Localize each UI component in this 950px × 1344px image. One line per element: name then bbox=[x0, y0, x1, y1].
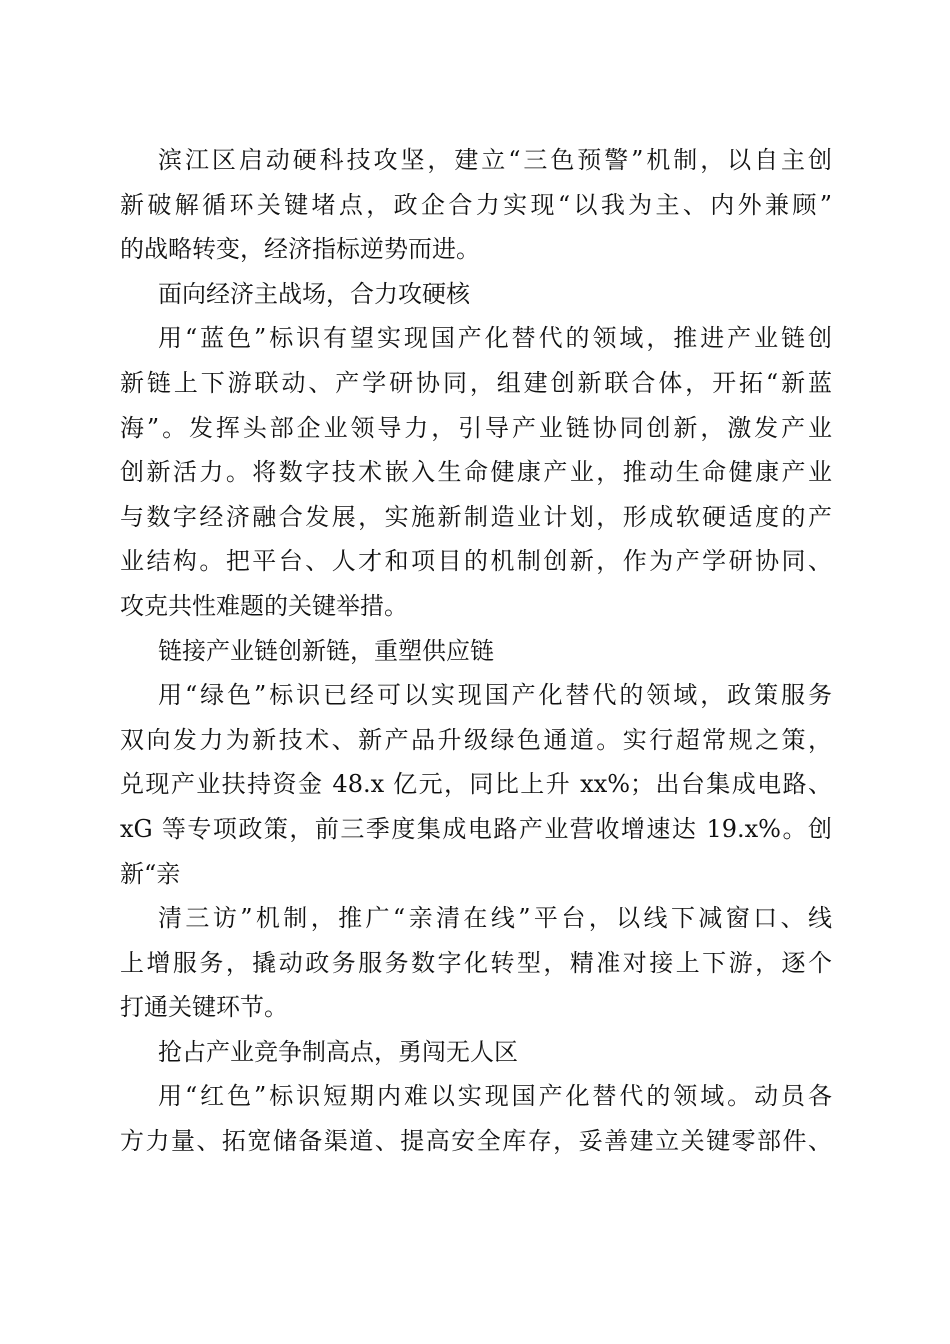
paragraph-line: 方力量、拓宽储备渠道、提高安全库存，妥善建立关键零部件、 bbox=[120, 1127, 832, 1156]
paragraph-line: 用“蓝色”标识有望实现国产化替代的领域，推进产业链创 bbox=[158, 324, 832, 353]
paragraph-line: 打通关键环节。 bbox=[120, 993, 288, 1022]
paragraph-line: 新破解循环关键堵点，政企合力实现“以我为主、内外兼顾” bbox=[120, 190, 832, 219]
paragraph-line: xG 等专项政策，前三季度集成电路产业营收增速达 19.x%。创 bbox=[120, 814, 832, 843]
paragraph-line: 兑现产业扶持资金 48.x 亿元，同比上升 xx%；出台集成电路、 bbox=[120, 770, 832, 799]
paragraph-line: 的战略转变，经济指标逆势而进。 bbox=[120, 235, 480, 264]
paragraph-line: 攻克共性难题的关键举措。 bbox=[120, 591, 408, 620]
paragraph-line: 上增服务，撬动政务服务数字化转型，精准对接上下游，逐个 bbox=[120, 948, 832, 977]
paragraph-line: 滨江区启动硬科技攻坚，建立“三色预警”机制，以自主创 bbox=[158, 146, 832, 174]
paragraph-line: 双向发力为新技术、新产品升级绿色通道。实行超常规之策， bbox=[120, 725, 832, 754]
section-heading: 面向经济主战场，合力攻硬核 bbox=[158, 279, 470, 308]
paragraph-line: 创新活力。将数字技术嵌入生命健康产业，推动生命健康产业 bbox=[120, 458, 832, 487]
paragraph-line: 业结构。把平台、人才和项目的机制创新，作为产学研协同、 bbox=[120, 547, 832, 576]
section-heading: 链接产业链创新链，重塑供应链 bbox=[158, 636, 494, 665]
document-body bbox=[120, 138, 832, 1164]
paragraph-line: 与数字经济融合发展，实施新制造业计划，形成软硬适度的产 bbox=[120, 502, 832, 531]
paragraph-line: 新链上下游联动、产学研协同，组建创新联合体，开拓“新蓝 bbox=[120, 368, 832, 397]
section-heading: 抢占产业竞争制高点，勇闯无人区 bbox=[158, 1037, 518, 1066]
paragraph-line: 用“红色”标识短期内难以实现国产化替代的领域。动员各 bbox=[158, 1082, 832, 1111]
paragraph-line: 海”。发挥头部企业领导力，引导产业链协同创新，激发产业 bbox=[120, 413, 832, 442]
paragraph-line: 用“绿色”标识已经可以实现国产化替代的领域，政策服务 bbox=[158, 681, 832, 710]
paragraph-line: 新“亲 bbox=[120, 859, 181, 888]
paragraph-line: 清三访”机制，推广“亲清在线”平台，以线下减窗口、线 bbox=[158, 904, 832, 933]
